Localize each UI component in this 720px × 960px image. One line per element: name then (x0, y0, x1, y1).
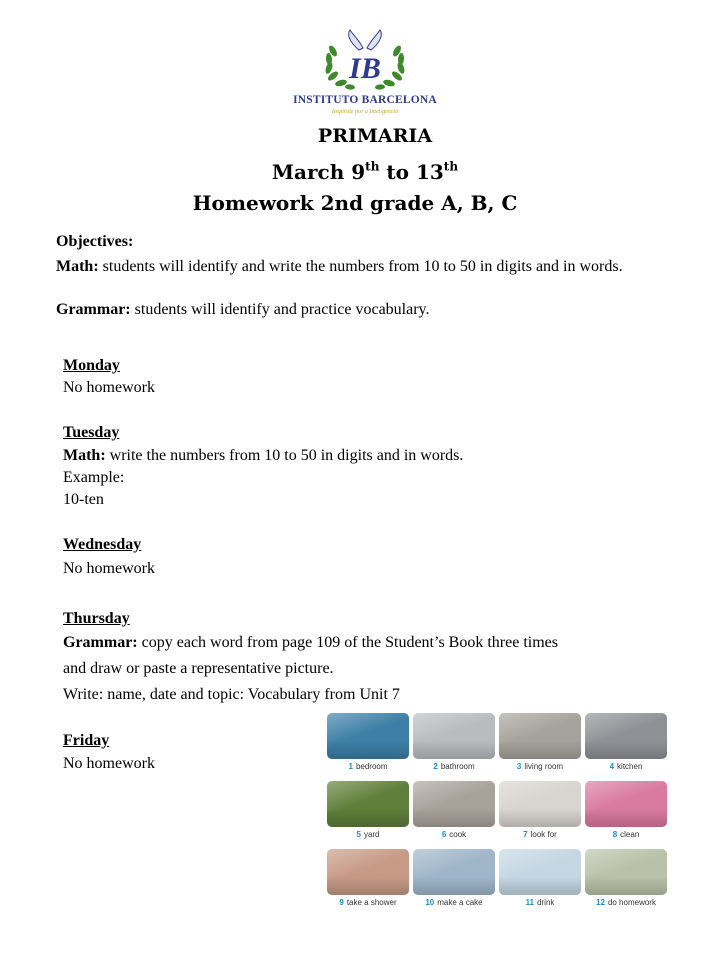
objective-grammar: Grammar: students will identify and practice vocabulary. (56, 301, 430, 318)
vocab-picture (499, 849, 581, 895)
vocab-caption: 11 drink (525, 898, 555, 907)
laurel-wreath-icon (319, 28, 411, 94)
school-logo (280, 28, 450, 120)
wednesday-homework: No homework (63, 560, 155, 577)
vocab-item (499, 713, 581, 781)
vocab-item (585, 713, 667, 781)
friday-homework: No homework (63, 755, 155, 772)
vocab-caption: 1 bedroom (348, 762, 388, 771)
day-thursday: Thursday (63, 610, 130, 627)
vocab-item (327, 713, 409, 781)
vocab-picture (499, 713, 581, 759)
vocab-picture (413, 781, 495, 827)
vocab-item (327, 781, 409, 849)
vocab-picture (327, 849, 409, 895)
vocabulary-picture-grid (322, 713, 672, 918)
objective-math: Math: students will identify and write the numbers from 10 to 50 in digits and in words. (56, 258, 623, 275)
vocab-item (413, 849, 495, 917)
objectives-heading: Objectives: (56, 233, 134, 250)
vocab-picture (327, 713, 409, 759)
vocab-caption: 4 kitchen (609, 762, 643, 771)
vocab-caption: 2 bathroom (433, 762, 475, 771)
vocab-caption: 10 make a cake (425, 898, 483, 907)
vocab-item (327, 849, 409, 917)
vocab-picture (585, 713, 667, 759)
date-range: March 9th to 13th (271, 159, 459, 184)
vocab-caption: 7 look for (523, 830, 557, 839)
svg-text:IB: IB (349, 52, 381, 85)
vocab-caption: 8 clean (612, 830, 640, 839)
vocab-caption: 6 cook (441, 830, 467, 839)
vocab-caption: 12 do homework (596, 898, 656, 907)
vocab-picture (413, 713, 495, 759)
thursday-homework-line1: Grammar: copy each word from page 109 of the Student’s Book three times (63, 634, 558, 651)
section-title: PRIMARIA (317, 125, 433, 147)
vocab-item (585, 781, 667, 849)
vocab-picture (585, 781, 667, 827)
vocab-picture (413, 849, 495, 895)
vocab-item (413, 781, 495, 849)
monday-homework: No homework (63, 379, 155, 396)
page-title: Homework 2nd grade A, B, C (192, 191, 518, 215)
vocab-item (499, 781, 581, 849)
vocab-caption: 9 take a shower (339, 898, 397, 907)
tuesday-example-label: Example: (63, 469, 125, 486)
vocab-caption: 5 yard (356, 830, 380, 839)
day-tuesday: Tuesday (63, 424, 120, 441)
vocab-item (413, 713, 495, 781)
vocab-picture (499, 781, 581, 827)
tuesday-example: 10-ten (63, 491, 104, 508)
day-monday: Monday (63, 357, 120, 374)
school-slogan: Inspirate por a Inteligencia (331, 109, 399, 115)
thursday-homework-line2: and draw or paste a representative picture. (63, 660, 334, 677)
vocab-item (499, 849, 581, 917)
school-name: INSTITUTO BARCELONA (293, 94, 437, 106)
vocab-item (585, 849, 667, 917)
tuesday-homework: Math: write the numbers from 10 to 50 in digits and in words. (63, 447, 464, 464)
thursday-homework-line3: Write: name, date and topic: Vocabulary from Unit 7 (63, 686, 400, 703)
day-friday: Friday (63, 732, 110, 749)
vocab-caption: 3 living room (516, 762, 564, 771)
day-wednesday: Wednesday (63, 536, 142, 553)
vocab-picture (327, 781, 409, 827)
vocab-picture (585, 849, 667, 895)
